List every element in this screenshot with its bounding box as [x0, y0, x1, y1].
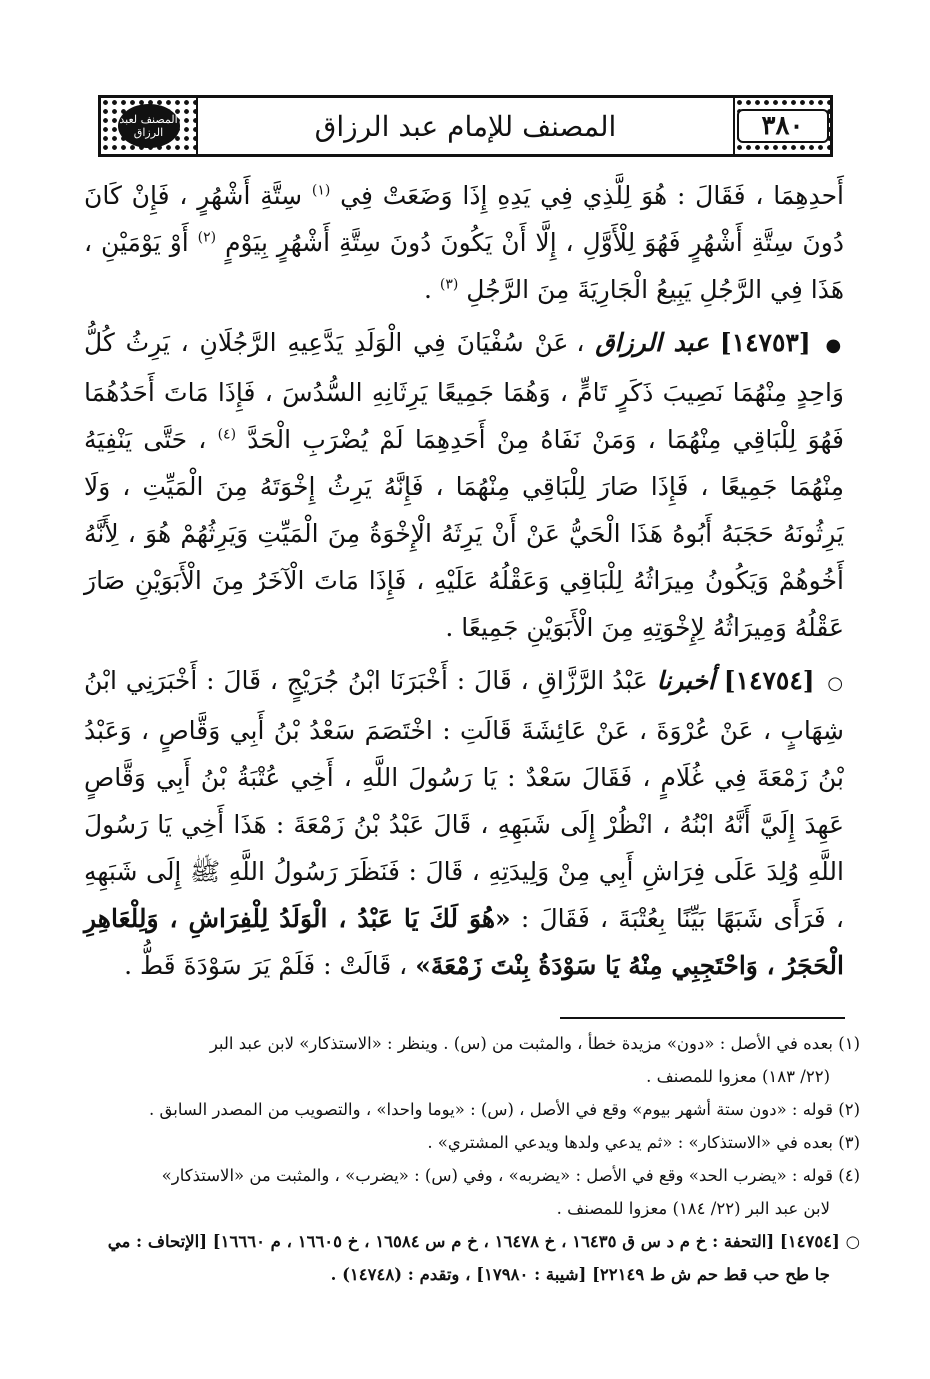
main-text — [84, 172, 844, 995]
book-seal-logo — [118, 104, 180, 148]
hadith-number: [١٤٧٥٣] — [719, 328, 811, 357]
footnote-4-cont: لابن عبد البر (٢٢/ ١٨٤) معزوا للمصنف . — [556, 1199, 830, 1218]
takhrij-note-cont: جا طح حب قط حم ش ط ٢٢١٤٩] [شيبة : ١٧٩٨٠] ، وتقدم : (١٤٧٤٨) . — [330, 1265, 830, 1284]
text-segment: ، قَالَتْ : فَلَمْ يَرَ سَوْدَةَ قَطُّ . — [124, 951, 408, 980]
hadith-number: [١٤٧٥٤] — [723, 666, 815, 695]
footnote-divider — [560, 1017, 845, 1019]
footnote-4: (٤) قوله : «يضرب الحد» وقع في الأصل : «يضربه» ، وفي (س) : «يضرب» ، والمثبت من «الاستذكار» — [161, 1166, 860, 1185]
filled-bullet-icon: ● — [825, 335, 844, 356]
page-header — [98, 95, 833, 157]
prophetic-quote: «هُوَ لَكَ يَا عَبْدُ ، الْوَلَدُ لِلْفِرَاشِ ، وَلِلْعَاهِرِ الْحَجَرُ ، وَاحْتَجِبِي مِنْهُ يَا سَوْدَةُ بِنْتَ زَمْعَةَ» — [84, 904, 844, 980]
footnote-ref-3: (٣) — [439, 276, 459, 293]
footnote-2: (٢) قوله : «دون ستة أشهر بيوم» وقع في الأصل ، (س) : «يوما واحدا» ، والتصويب من المصدر السابق . — [149, 1100, 860, 1119]
hadith-14753 — [84, 319, 844, 651]
text-segment: ، عَنْ سُفْيَانَ فِي الْوَلَدِ يَدَّعِيهِ الرَّجُلَانِ ، يَرِثُ كُلُّ وَاحِدٍ مِنْهُمَا نَصِيبَ ذَكَرٍ تَامٍّ ، وَهُمَا جَمِيعًا يَرِثَانِهِ السُّدُسَ ، فَإِذَا مَاتَ أَحَدُهُمَا فَهُوَ لِلْبَاقِي مِنْهُمَا ، وَمَنْ نَفَاهُ مِنْ أَحَدِهِمَا لَمْ يُضْرَبِ الْحَدَّ — [84, 328, 844, 454]
text-segment: عَبْدُ الرَّزَّاقِ ، قَالَ : أَخْبَرَنَا ابْنُ جُرَيْجٍ ، قَالَ : أَخْبَرَنِي ابْنُ شِهَابٍ ، عَنْ عُرْوَةَ ، عَنْ عَائِشَةَ قَالَتِ : اخْتَصَمَ سَعْدُ بْنُ أَبِي وَقَّاصٍ ، وَعَبْدُ بْنُ زَمْعَةَ فِي غُلَامٍ ، فَقَالَ سَعْدٌ : يَا رَسُولَ اللَّهِ ، أَخِي عُتْبَةُ بْنُ أَبِي وَقَّاصٍ عَهِدَ إِلَيَّ أَنَّهُ ابْنُهُ ، انْظُرْ إِلَى شَبَهِهِ ، قَالَ عَبْدُ بْنُ زَمْعَةَ : هَذَا أَخِي يَا رَسُولَ اللَّهِ وُلِدَ عَلَى فِرَاشِ أَبِي مِنْ وَلِيدَتِهِ ، قَالَ : فَنَظَرَ رَسُولُ اللَّهِ ﷺ إِلَى شَبَهِهِ ، فَرَأَى شَبَهًا بَيِّنًا بِعُتْبَةَ ، فَقَالَ : — [84, 666, 844, 933]
narrator-name: أخبرنا — [656, 666, 715, 695]
text-segment: أَوْ يَوْمَيْنِ ، هَذَا فِي الرَّجُلِ يَبِيعُ الْجَارِيَةَ مِنَ الرَّجُلِ — [84, 228, 844, 304]
narrator-name: عبد الرزاق — [595, 328, 710, 357]
text-segment: أَحدِهِمَا ، فَقَالَ : هُوَ لِلَّذِي فِي يَدِهِ إِذَا وَضَعَتْ فِي — [340, 181, 844, 210]
seal-text: المصنف لعبد الرزاق — [119, 113, 178, 139]
header-ornament-left — [101, 98, 198, 154]
page-number: ٣٨٠ — [737, 109, 829, 143]
footnote-1-cont: (٢٢/ ١٨٣) معزوا للمصنف . — [646, 1067, 830, 1086]
footnote-ref-1: (١) — [311, 182, 331, 199]
takhrij-note: ○ [١٤٧٥٤] [التحفة : خ م د س ق ١٦٤٣٥ ، خ ١٦٤٧٨ ، خ م س ١٦٥٨٤ ، خ ١٦٦٠٥ ، م ١٦٦٦٠] [الإتحاف : مي — [107, 1232, 860, 1251]
footnote-3: (٣) بعده في «الاستذكار» : «ثم يدعي ولدها ويدعي المشتري» . — [427, 1133, 860, 1152]
paragraph-continuation — [84, 172, 844, 313]
text-segment: . — [423, 275, 440, 304]
hollow-bullet-icon: ○ — [827, 673, 844, 694]
footnote-ref-2: (٢) — [197, 229, 217, 246]
footnotes — [70, 1028, 860, 1292]
running-title: المصنف للإمام عبد الرزاق — [314, 109, 617, 143]
text-segment: ، حَتَّى يَنْفِيَهُ مِنْهُمَا جَمِيعًا ، فَإِذَا صَارَ لِلْبَاقِي مِنْهُمَا ، فَإِنَّهُ يَرِثُ إِخْوَتَهُ مِنَ الْمَيِّتِ ، وَلَا يَرِثُونَهُ حَجَبَهُ أَبُوهُ هَذَا الْحَيُّ عَنْ أَنْ يَرِثَهُ الْإِخْوَةُ مِنَ الْمَيِّتِ وَيَرِثُهُمْ هُوَ ، لِأَنَّهُ أَخُوهُمْ وَيَكُونُ مِيرَاثُهُ لِلْبَاقِي وَعَقْلُهُ عَلَيْهِ ، فَإِذَا مَاتَ الْآخَرُ مِنَ الْأَبَوَيْنِ صَارَ عَقْلُهُ وَمِيرَاثُهُ لِإِخْوَتِهِ مِنَ الْأَبَوَيْنِ جَمِيعًا . — [84, 425, 844, 642]
text-segment: سِتَّةِ أَشْهُرٍ ، فَإِنْ كَانَ دُونَ سِتَّةِ أَشْهُرٍ فَهُوَ لِلْأَوَّلِ ، إِلَّا أَنْ يَكُونَ دُونَ سِتَّةِ أَشْهُرٍ بِيَوْمٍ — [84, 181, 845, 257]
footnote-ref-4: (٤) — [217, 426, 237, 443]
header-ornament-right — [733, 98, 830, 154]
footnote-1: (١) بعده في الأصل : «دون» مزيدة خطأ ، والمثبت من (س) . وينظر : «الاستذكار» لابن عبد البر — [209, 1034, 860, 1053]
hadith-14754 — [84, 657, 844, 989]
